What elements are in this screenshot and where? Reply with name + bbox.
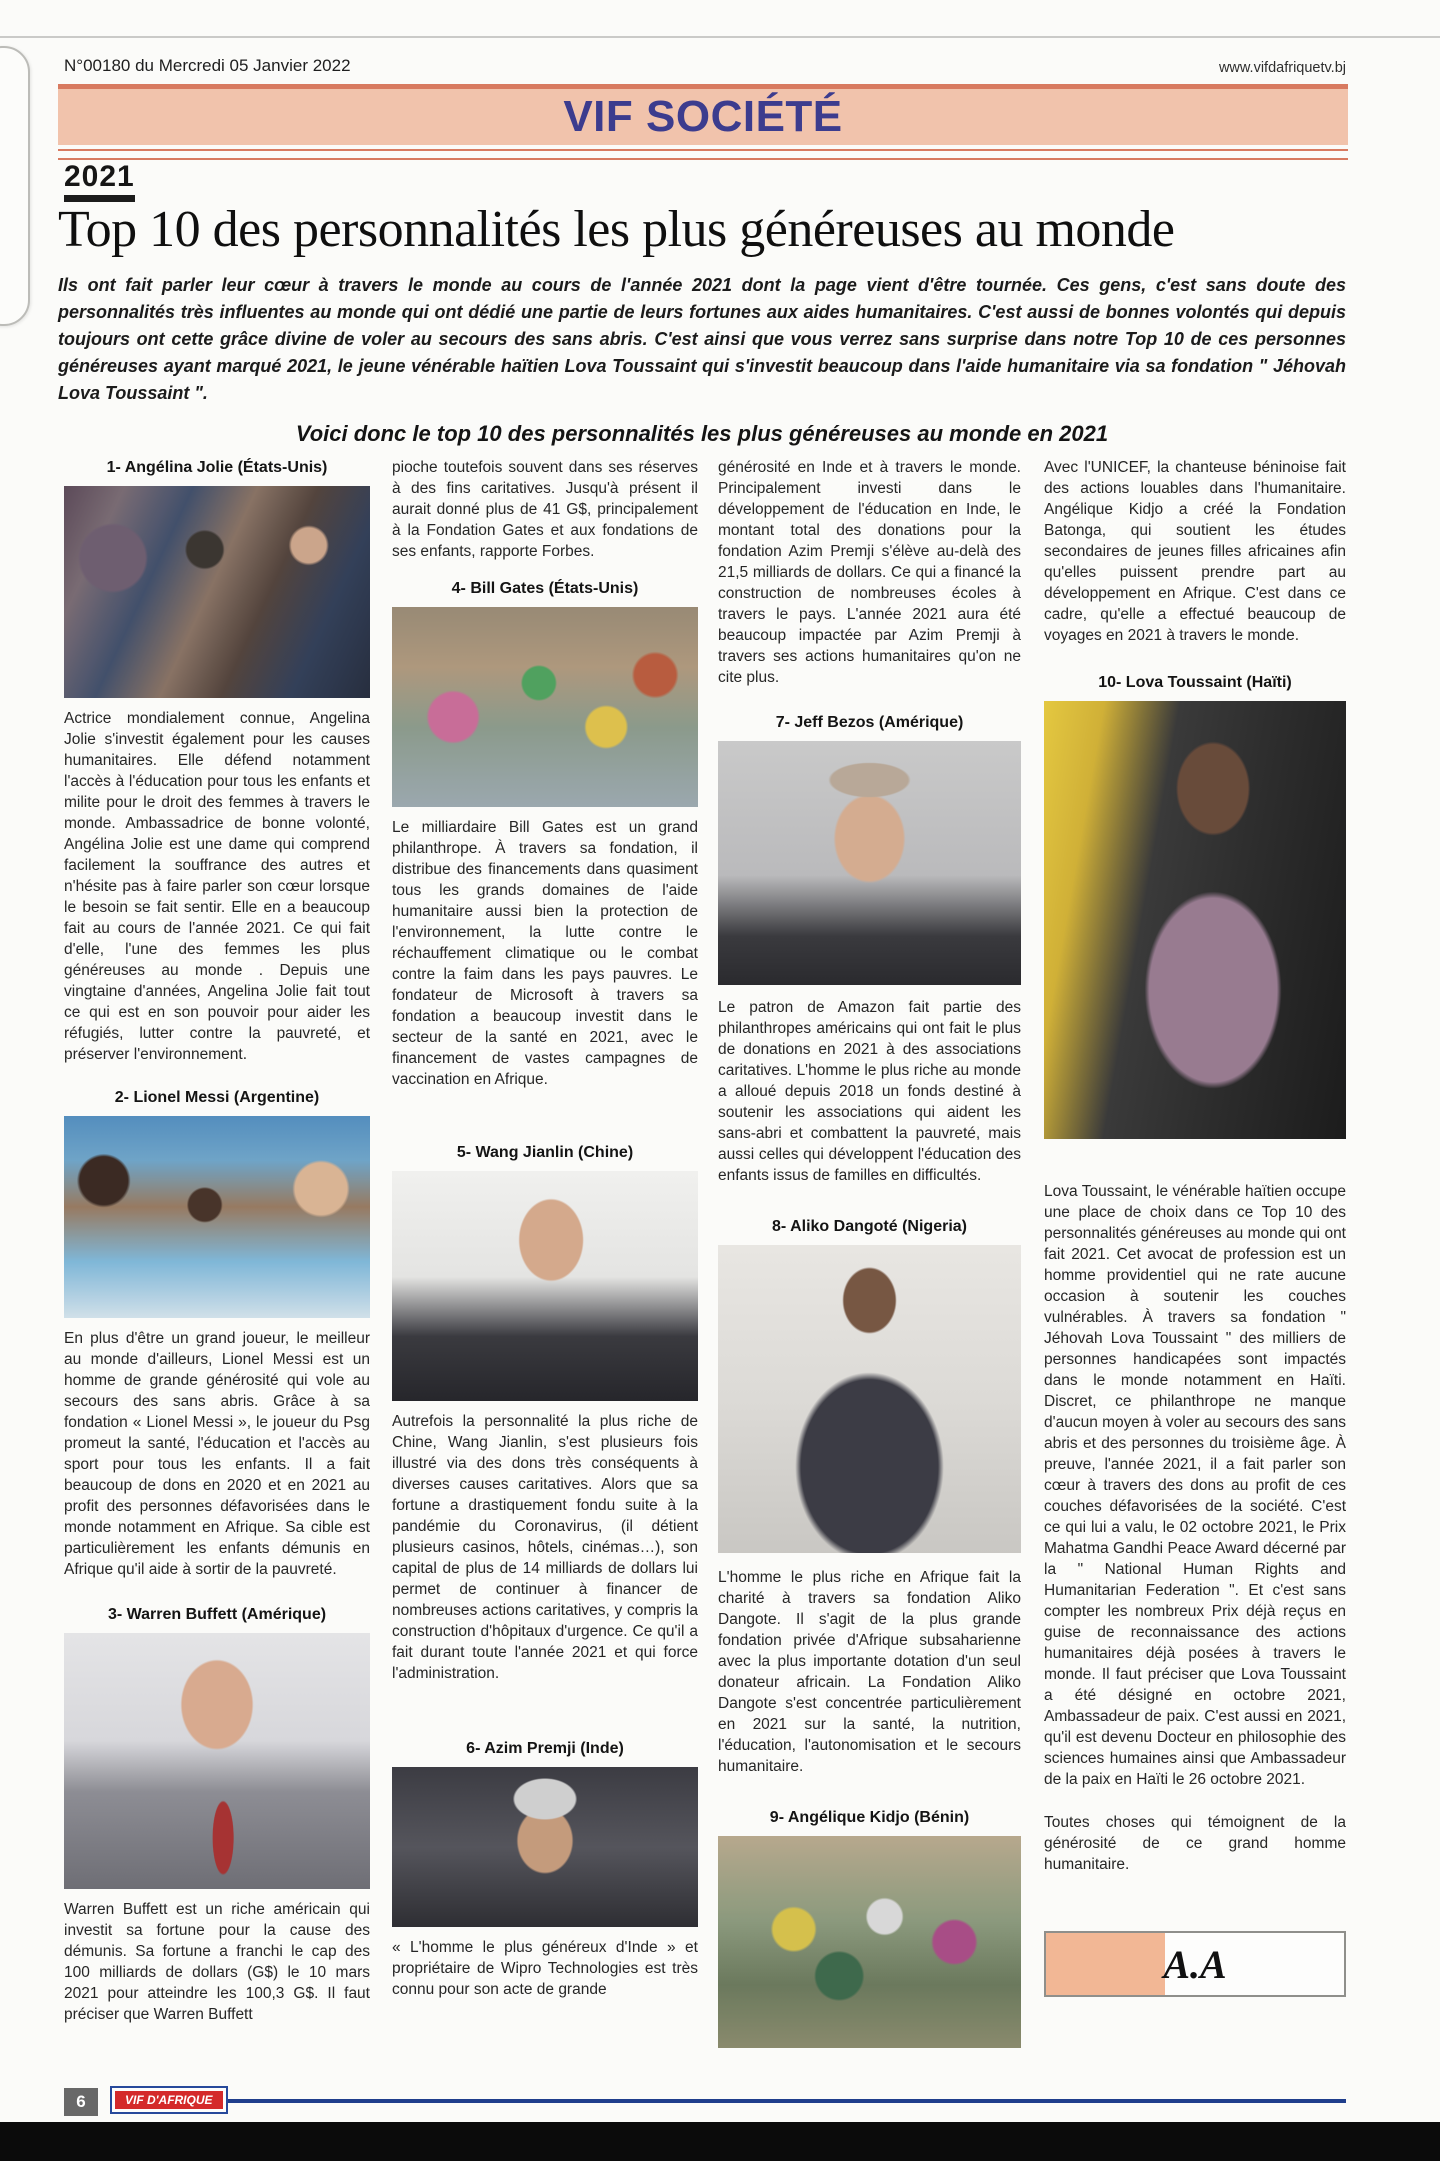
edition-dateline: N°00180 du Mercredi 05 Janvier 2022 [64,56,351,75]
entry-7-heading: 7- Jeff Bezos (Amérique) [775,714,964,731]
section-banner-title: VIF SOCIÉTÉ [563,92,843,141]
banner-double-rule [58,149,1348,160]
column-1 [64,457,370,2025]
photo-azim-premji [392,1767,698,1927]
closing-text: Toutes choses qui témoignent de la générosité de ce grand homme humanitaire. [1044,1814,1346,1873]
entry-9-heading: 9- Angélique Kidjo (Bénin) [769,1809,970,1826]
entry-3-heading: 3- Warren Buffett (Amérique) [107,1606,327,1623]
photo-angelina-jolie [64,486,370,698]
entry-10-text: Lova Toussaint, le vénérable haïtien occupe une place de choix dans ce Top 10 des personnalités généreuses au monde qui ont fait 2021. Cet avocat de profession est un homme providentiel qui ne rate aucune occasion à soutenir les couches vulnérables. À travers sa fondation " Jéhovah Lova Toussaint " des milliers de personnes handicapées sont impactés dans le monde notamment en Haïti. Discret, ce philanthrope ne manque d'aucun moyen à voler au secours des sans abris et des personnes du troisième âge. À preuve, l'année 2021, il a fait parler son cœur à travers des dons au profit de ces couches défavorisées de la société. C'est ce qui lui a valu, le 02 octobre 2021, le Prix Mahatma Gandhi Peace Award décerné par la " National Human Rights and Humanitarian Federation ". Et c'est sans compter les nombreux Prix déjà reçus en guise de reconnaissance des actions humanitaires déjà posées à travers le monde. Il faut préciser que Lova Toussaint a été désigné en octobre 2021, Ambassadeur de paix. C'est aussi en 2021, qu'il est devenu Docteur en philosophie des sciences humaines ainsi que Ambassadeur de la paix en Haïti le 26 octobre 2021. [1044,1183,1346,1788]
column-2 [392,457,698,2000]
entry-9-text: Avec l'UNICEF, la chanteuse béninoise fait des actions louables dans l'humanitaire. Angélique Kidjo a créé la Fondation Batonga, qui soutient les études secondaires de jeunes filles africaines afin qu'elles puissent prendre part au développement en Afrique. C'est dans ce cadre, qu'elle a effectué beaucoup de voyages en 2021 à travers le monde. [1044,459,1346,644]
column-3 [718,457,1021,2048]
footer-rule [222,2099,1346,2103]
photo-aliko-dangote [718,1245,1021,1553]
photo-warren-buffett [64,1633,370,1889]
article-subheadline: Voici donc le top 10 des personnalités les plus généreuses au monde en 2021 [295,421,1109,446]
photo-lionel-messi [64,1116,370,1318]
article-lead: Ils ont fait parler leur cœur à travers le monde au cours de l'année 2021 dont la page vient d'être tournée. Ces gens, c'est sans doute des personnalités très influentes au monde qui ont dédié une partie de leurs fortunes aux aides humanitaires. C'est aussi de bonnes volontés qui depuis toujours ont cette grâce divine de voler au secours des sans abris. C'est ainsi que vous verrez sans surprise dans notre Top 10 de ces personnes généreuses ayant marqué 2021, le jeune vénérable haïtien Lova Toussaint qui s'investit beaucoup dans l'aide humanitaire via sa fondation " Jéhovah Lova Toussaint ". [58,275,1346,403]
bottom-black-bar [0,2122,1440,2161]
article-headline: Top 10 des personnalités les plus généreuses au monde [58,201,1175,258]
kicker-year: 2021 [64,160,135,193]
photo-bill-gates [392,607,698,807]
entry-10-heading: 10- Lova Toussaint (Haïti) [1098,674,1292,691]
entry-4-text: Le milliardaire Bill Gates est un grand philanthrope. À travers sa fondation, il distribue des financements dans quasiment tous les grands domaines de l'aide humanitaire aussi bien la protection de l'environnement, la lutte contre le réchauffement climatique ou le combat contre la faim dans les pays pauvres. Le fondateur de Microsoft à travers sa fondation a beaucoup investit dans le secteur de la santé en 2021, avec le financement de vastes campagnes de vaccination en Afrique. [392,819,698,1088]
author-signature-box [1044,1931,1346,1997]
entry-1-text: Actrice mondialement connue, Angelina Jolie s'investit également pour les causes humanitaires. Elle défend notamment l'accès à l'éducation pour tous les enfants et milite pour le droit des femmes à travers le monde. Ambassadrice de bonne volonté, Angélina Jolie est une dame qui comprend facilement la souffrance des autres et n'hésite pas à faire parler son cœur lorsque le besoin se fait sentir. Elle en a beaucoup fait au cours de l'année 2021. Ce qui fait d'elle, l'une des femmes les plus généreuses au monde . Depuis une vingtaine d'années, Angelina Jolie fait tout ce qui est en son pouvoir pour aider les réfugiés, lutter contre la pauvreté, et préserver l'environnement. [64,710,370,1063]
entry-6-text: « L'homme le plus généreux d'Inde » et propriétaire de Wipro Technologies est très connu pour son acte de grande [392,1939,698,1998]
photo-wang-jianlin [392,1171,698,1401]
entry-5-heading: 5- Wang Jianlin (Chine) [456,1144,634,1161]
photo-jeff-bezos [718,741,1021,985]
entry-3-text: Warren Buffett est un riche américain qui investit sa fortune pour la cause des démunis. Sa fortune a franchi le cap des 100 milliards de dollars (G$) le 10 mars 2021 pour atteindre les 100,3 G$. Il faut préciser que Warren Buffett [64,1901,370,2023]
footer-brand-box [110,2086,228,2114]
section-banner [58,84,1348,145]
entry-1-heading: 1- Angélina Jolie (États-Unis) [106,459,328,476]
author-initials: A.A [1163,1941,1227,1987]
entry-3-text-continued: pioche toutefois souvent dans ses réserves à des fins caritatives. Jusqu'à présent il aurait donné plus de 41 G$, principalement à la Fondation Gates et aux fondations de ses enfants, rapporte Forbes. [392,459,698,560]
entry-8-heading: 8- Aliko Dangoté (Nigeria) [772,1218,967,1235]
top-divider [0,36,1440,38]
photo-angelique-kidjo [718,1836,1021,2048]
entry-8-text: L'homme le plus riche en Afrique fait la charité à travers sa fondation Aliko Dangote. Il s'agit de la plus grande fondation privée d'Afrique subsaharienne avec la plus importante dotation d'un seul donateur africain. La Fondation Aliko Dangote s'est concentrée particulièrement en 2021 sur la santé, la nutrition, l'éducation, l'autonomisation et le secours humanitaire. [718,1569,1021,1775]
entry-4-heading: 4- Bill Gates (États-Unis) [451,580,639,597]
footer-brand-label: VIF D'AFRIQUE [115,2091,223,2109]
page-number: 6 [64,2088,98,2116]
entry-2-heading: 2- Lionel Messi (Argentine) [114,1089,320,1106]
entry-7-text: Le patron de Amazon fait partie des philanthropes américains qui ont fait le plus de donations en 2021 à des associations caritatives. L'homme le plus riche au monde a alloué depuis 2018 un fonds destiné à soutenir les associations qui aident les sans-abri et combattent la pauvreté, mais aussi celles qui développent l'éducation des enfants issus de familles en difficultés. [718,999,1021,1184]
column-4 [1044,457,1346,1997]
page-curl [0,46,30,326]
entry-6-text-continued: générosité en Inde et à travers le monde. Principalement investi dans le développement de l'éducation en Inde, le montant total des donations pour la fondation Azim Premji s'élève au-delà des 21,5 milliards de dollars. Ce qui a financé la construction de nombreuses écoles à travers le pays. L'année 2021 aura été beaucoup impactée par Azim Premji à travers ses actions humanitaires qu'on ne cite plus. [718,459,1021,686]
entry-2-text: En plus d'être un grand joueur, le meilleur au monde d'ailleurs, Lionel Messi est un homme de grande générosité qui vole au secours des sans abris. Grâce à sa fondation « Lionel Messi », le joueur du Psg promeut la santé, l'éducation et l'accès au sport pour tous les enfants. Il a fait beaucoup de dons en 2020 et en 2021 au profit des personnes défavorisées dans le monde notamment en Afrique. Sa cible est particulièrement les enfants démunis en Afrique qu'il aide à sortir de la pauvreté. [64,1330,370,1578]
website-url: www.vifdafriquetv.bj [1218,60,1346,76]
photo-lova-toussaint [1044,701,1346,1139]
entry-5-text: Autrefois la personnalité la plus riche de Chine, Wang Jianlin, s'est plusieurs fois illustré via des dons très conséquents à diverses causes caritatives. Alors que sa fortune a drastiquement fondu suite à la pandémie du Coronavirus, (il détient plusieurs casinos, hôtels, cinémas…), son capital de plus de 14 milliards de dollars lui permet de continuer à financer de nombreuses actions caritatives, y compris la construction d'hôpitaux d'urgence. Ce qu'il a fait durant toute l'année 2021 et qui force l'administration. [392,1413,698,1682]
entry-6-heading: 6- Azim Premji (Inde) [466,1740,624,1757]
